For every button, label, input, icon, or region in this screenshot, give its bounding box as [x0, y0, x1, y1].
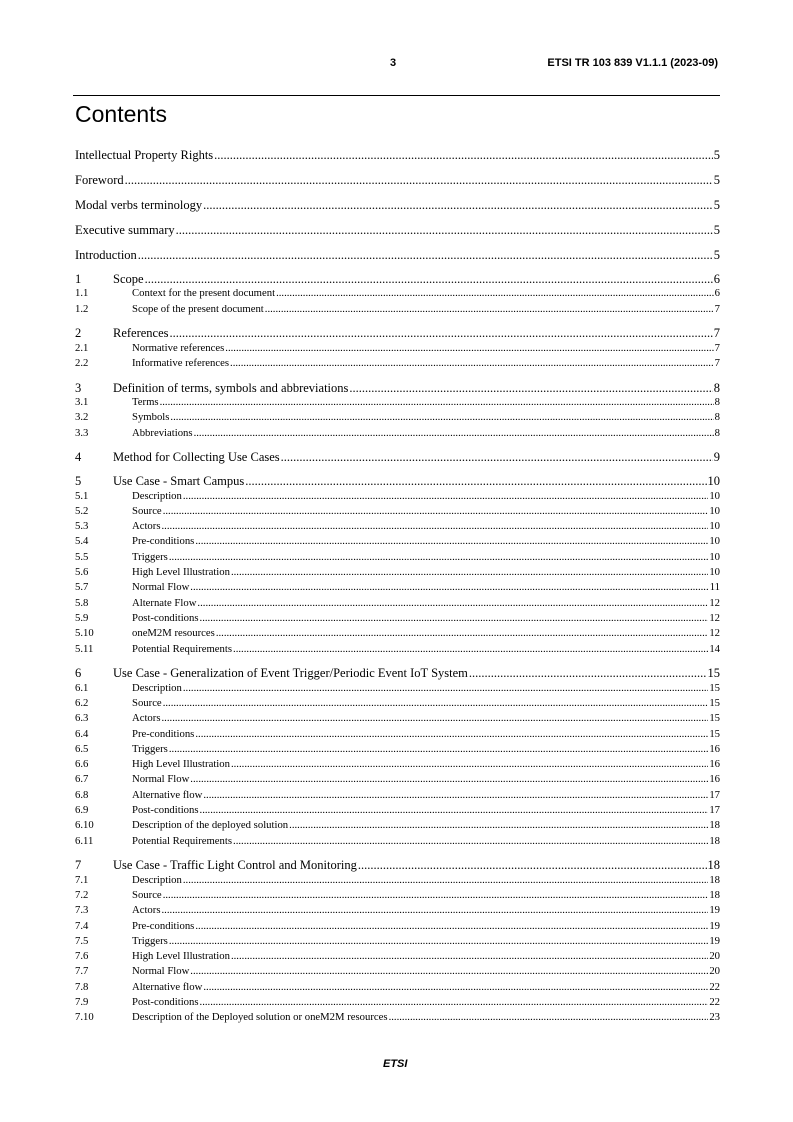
toc-entry-number: 3.1 [75, 396, 89, 409]
toc-leader-dots [195, 535, 708, 547]
toc-leader-dots [162, 712, 709, 724]
toc-entry-page: 10 [709, 566, 720, 579]
toc-entry-number: 6.11 [75, 834, 94, 847]
toc-entry[interactable] [75, 342, 720, 357]
toc-entry-title[interactable]: Actors [132, 520, 161, 533]
toc-entry[interactable] [75, 789, 720, 804]
toc-entry[interactable] [75, 381, 720, 397]
toc-entry-page: 8 [714, 411, 720, 424]
toc-leader-dots [190, 581, 708, 593]
toc-leader-dots [216, 627, 709, 639]
toc-entry[interactable] [75, 996, 720, 1011]
toc-entry-number: 2.2 [75, 356, 89, 369]
toc-entry[interactable] [75, 965, 720, 980]
toc-entry-page: 16 [709, 773, 720, 786]
toc-leader-dots [276, 287, 714, 299]
toc-entry-number: 7 [75, 858, 82, 873]
toc-leader-dots [163, 697, 709, 709]
toc-entry-number: 6.6 [75, 758, 89, 771]
toc-leader-dots [231, 758, 708, 770]
toc-entry-title[interactable]: Scope [113, 271, 144, 286]
toc-leader-dots [162, 904, 709, 916]
toc-entry-number: 3.3 [75, 426, 89, 439]
toc-entry-number: 5.6 [75, 566, 89, 579]
toc-entry[interactable] [75, 272, 720, 288]
document-reference: ETSI TR 103 839 V1.1.1 (2023-09) [547, 57, 718, 69]
toc-entry-title[interactable]: Description [132, 873, 182, 886]
toc-entry-page: 15 [709, 727, 720, 740]
toc-entry-page: 8 [714, 426, 720, 439]
toc-leader-dots [265, 303, 714, 315]
toc-entry-number: 1 [75, 271, 82, 286]
toc-leader-dots [245, 474, 706, 489]
toc-entry-title[interactable]: High Level Illustration [132, 950, 230, 963]
toc-entry-title[interactable]: Normal Flow [132, 965, 190, 978]
toc-leader-dots [230, 357, 714, 369]
toc-entry-page: 10 [709, 520, 720, 533]
toc-entry[interactable] [75, 743, 720, 758]
toc-leader-dots [163, 889, 709, 901]
toc-leader-dots [203, 981, 708, 993]
toc-entry-title[interactable]: Alternative flow [132, 980, 203, 993]
toc-entry-title[interactable]: Pre-conditions [132, 535, 195, 548]
toc-entry[interactable] [75, 223, 720, 239]
toc-entry-number: 7.10 [75, 1011, 94, 1024]
toc-entry-page: 18 [709, 834, 720, 847]
toc-entry-number: 6.7 [75, 773, 89, 786]
toc-entry-page: 16 [709, 758, 720, 771]
toc-entry-page: 16 [709, 742, 720, 755]
toc-entry-page: 20 [709, 965, 720, 978]
toc-leader-dots [195, 728, 708, 740]
toc-entry-title[interactable]: Use Case - Generalization of Event Trigger/Periodic Event IoT System [113, 666, 468, 681]
toc-entry-page: 14 [709, 642, 720, 655]
toc-entry-number: 5.7 [75, 581, 89, 594]
toc-entry-number: 7.7 [75, 965, 89, 978]
toc-entry-page: 12 [709, 596, 720, 609]
toc-entry-number: 6.10 [75, 819, 94, 832]
toc-entry[interactable] [75, 858, 720, 874]
toc-leader-dots [231, 566, 708, 578]
toc-entry-title[interactable]: Introduction [75, 248, 137, 262]
toc-entry[interactable] [75, 920, 720, 935]
toc-entry-number: 5.2 [75, 504, 89, 517]
toc-entry[interactable] [75, 950, 720, 965]
toc-entry-page: 5 [713, 148, 720, 162]
toc-entry-title[interactable]: Potential Requirements [132, 834, 233, 847]
toc-leader-dots [358, 858, 707, 873]
toc-entry-number: 6.2 [75, 696, 89, 709]
toc-entry[interactable] [75, 889, 720, 904]
toc-entry-page: 10 [709, 535, 720, 548]
toc-entry[interactable] [75, 505, 720, 520]
footer-etsi: ETSI [383, 1058, 408, 1070]
toc-entry-title[interactable]: Abbreviations [132, 426, 193, 439]
toc-entry-title[interactable]: Triggers [132, 742, 168, 755]
toc-entry[interactable] [75, 935, 720, 950]
toc-entry-page: 19 [709, 934, 720, 947]
toc-entry[interactable] [75, 819, 720, 834]
toc-entry-page: 18 [709, 888, 720, 901]
toc-entry[interactable] [75, 287, 720, 302]
toc-entry-title[interactable]: Scope of the present document [132, 302, 264, 315]
toc-entry-number: 2 [75, 326, 82, 341]
toc-entry[interactable] [75, 773, 720, 788]
toc-entry-title[interactable]: Source [132, 888, 162, 901]
toc-leader-dots [200, 996, 709, 1008]
toc-entry-number: 1.2 [75, 302, 89, 315]
toc-entry[interactable] [75, 682, 720, 697]
toc-entry-title[interactable]: Method for Collecting Use Cases [113, 450, 280, 465]
toc-entry-page: 12 [709, 627, 720, 640]
toc-entry[interactable] [75, 874, 720, 889]
toc-entry[interactable] [75, 396, 720, 411]
toc-leader-dots [145, 272, 713, 287]
toc-entry-page: 23 [709, 1011, 720, 1024]
toc-entry-number: 7.4 [75, 919, 89, 932]
toc-entry[interactable] [75, 303, 720, 318]
toc-entry-number: 3 [75, 380, 82, 395]
toc-entry-title[interactable]: Alternate Flow [132, 596, 197, 609]
toc-entry-page: 10 [709, 504, 720, 517]
toc-leader-dots [200, 804, 709, 816]
toc-entry-page: 6 [713, 271, 720, 286]
toc-leader-dots [194, 427, 714, 439]
toc-entry-number: 7.6 [75, 950, 89, 963]
toc-entry[interactable] [75, 581, 720, 596]
toc-entry[interactable] [75, 804, 720, 819]
toc-entry-title[interactable]: Source [132, 504, 162, 517]
toc-entry-page: 11 [709, 581, 720, 594]
toc-entry-title[interactable]: Actors [132, 712, 161, 725]
toc-leader-dots [349, 381, 712, 396]
toc-entry-title[interactable]: Normal Flow [132, 773, 190, 786]
table-of-contents [75, 148, 720, 1027]
toc-leader-dots [203, 789, 708, 801]
toc-entry[interactable] [75, 535, 720, 550]
toc-entry-title[interactable]: Potential Requirements [132, 642, 233, 655]
page-number: 3 [390, 57, 397, 69]
toc-entry-page: 8 [713, 380, 720, 395]
toc-entry-number: 7.8 [75, 980, 89, 993]
toc-entry-page: 15 [709, 712, 720, 725]
toc-entry-title[interactable]: Normative references [132, 341, 225, 354]
toc-entry-title[interactable]: Foreword [75, 173, 124, 187]
toc-entry-title[interactable]: Pre-conditions [132, 727, 195, 740]
toc-entry-title[interactable]: Use Case - Traffic Light Control and Monitoring [113, 858, 357, 873]
toc-leader-dots [289, 819, 708, 831]
toc-leader-dots [231, 950, 708, 962]
toc-entry[interactable] [75, 835, 720, 850]
toc-entry[interactable] [75, 612, 720, 627]
toc-entry[interactable] [75, 904, 720, 919]
toc-entry[interactable] [75, 198, 720, 214]
toc-entry-title[interactable]: Modal verbs terminology [75, 198, 203, 212]
toc-entry-page: 15 [709, 681, 720, 694]
toc-entry-title[interactable]: Intellectual Property Rights [75, 148, 214, 162]
toc-entry-page: 8 [714, 396, 720, 409]
toc-entry-number: 2.1 [75, 341, 89, 354]
toc-leader-dots [197, 597, 708, 609]
toc-entry[interactable] [75, 712, 720, 727]
toc-entry-number: 7.5 [75, 934, 89, 947]
toc-entry-number: 5.11 [75, 642, 94, 655]
toc-entry-number: 6.1 [75, 681, 89, 694]
toc-entry-number: 5.8 [75, 596, 89, 609]
toc-entry-number: 5.5 [75, 550, 89, 563]
header-divider [73, 95, 720, 96]
toc-entry-number: 3.2 [75, 411, 89, 424]
toc-leader-dots [169, 551, 708, 563]
toc-entry-title[interactable]: Description [132, 681, 182, 694]
toc-entry-page: 10 [707, 474, 720, 489]
toc-entry-title[interactable]: Terms [132, 396, 159, 409]
toc-entry[interactable] [75, 148, 720, 164]
toc-entry-title[interactable]: Normal Flow [132, 581, 190, 594]
toc-entry-title[interactable]: Symbols [132, 411, 170, 424]
toc-entry-page: 7 [714, 341, 720, 354]
toc-entry-title[interactable]: Alternative flow [132, 788, 203, 801]
toc-entry-page: 19 [709, 919, 720, 932]
toc-entry[interactable] [75, 981, 720, 996]
toc-entry-page: 18 [709, 819, 720, 832]
toc-entry-title[interactable]: Description of the Deployed solution or oneM2M resources [132, 1011, 388, 1024]
toc-entry-title[interactable]: Post-conditions [132, 804, 199, 816]
toc-entry-page: 19 [709, 904, 720, 917]
toc-entry[interactable] [75, 474, 720, 490]
toc-entry-page: 17 [709, 788, 720, 801]
toc-entry-title[interactable]: oneM2M resources [132, 627, 215, 640]
toc-leader-dots [183, 682, 708, 694]
toc-entry-title[interactable]: Triggers [132, 550, 168, 563]
toc-leader-dots [125, 173, 713, 188]
toc-leader-dots [170, 326, 713, 341]
toc-leader-dots [200, 612, 709, 624]
toc-entry-page: 22 [709, 980, 720, 993]
toc-leader-dots [225, 342, 713, 354]
toc-entry[interactable] [75, 697, 720, 712]
toc-entry[interactable] [75, 490, 720, 505]
toc-entry-title[interactable]: Description [132, 489, 182, 502]
toc-entry-title[interactable]: Executive summary [75, 223, 175, 237]
toc-entry[interactable] [75, 357, 720, 372]
toc-entry-title[interactable]: Actors [132, 904, 161, 917]
toc-leader-dots [160, 396, 714, 408]
toc-leader-dots [233, 643, 708, 655]
toc-entry-number: 4 [75, 450, 82, 465]
toc-entry-page: 5 [713, 198, 720, 212]
toc-leader-dots [190, 773, 708, 785]
toc-leader-dots [169, 935, 708, 947]
toc-entry-title[interactable]: Triggers [132, 934, 168, 947]
toc-entry-page: 7 [714, 356, 720, 369]
toc-entry[interactable] [75, 1011, 720, 1026]
toc-entry[interactable] [75, 758, 720, 773]
toc-entry-title[interactable]: Description of the deployed solution [132, 819, 289, 832]
toc-entry[interactable] [75, 666, 720, 682]
toc-entry-number: 5.10 [75, 627, 94, 640]
toc-leader-dots [214, 148, 713, 163]
toc-entry[interactable] [75, 427, 720, 442]
toc-entry-number: 6 [75, 666, 82, 681]
toc-leader-dots [281, 450, 713, 465]
toc-entry-number: 6.8 [75, 788, 89, 801]
toc-entry-number: 7.3 [75, 904, 89, 917]
toc-leader-dots [183, 874, 708, 886]
toc-entry[interactable] [75, 627, 720, 642]
toc-entry-page: 15 [709, 696, 720, 709]
toc-entry-page: 5 [713, 248, 720, 262]
page-title: Contents [75, 101, 168, 127]
toc-entry-title[interactable]: Post-conditions [132, 996, 199, 1009]
toc-entry[interactable] [75, 643, 720, 658]
toc-leader-dots [162, 520, 709, 532]
toc-entry-page: 17 [709, 804, 720, 816]
toc-entry-page: 22 [709, 996, 720, 1009]
toc-leader-dots [190, 965, 708, 977]
toc-entry-title[interactable]: High Level Illustration [132, 758, 230, 771]
toc-entry-number: 5 [75, 474, 82, 489]
toc-entry-page: 18 [707, 858, 720, 873]
toc-entry-page: 9 [713, 450, 720, 465]
toc-entry[interactable] [75, 326, 720, 342]
toc-entry-title[interactable]: Context for the present document [132, 287, 276, 300]
toc-entry[interactable] [75, 411, 720, 426]
toc-leader-dots [138, 248, 713, 263]
toc-entry[interactable] [75, 450, 720, 466]
toc-entry-title[interactable]: Use Case - Smart Campus [113, 474, 245, 489]
toc-leader-dots [176, 223, 713, 238]
toc-entry-number: 5.9 [75, 611, 89, 624]
toc-entry-title[interactable]: Pre-conditions [132, 919, 195, 932]
toc-entry-title[interactable]: Informative references [132, 356, 230, 369]
toc-entry[interactable] [75, 728, 720, 743]
toc-entry-title[interactable]: Source [132, 696, 162, 709]
toc-entry-number: 5.4 [75, 535, 89, 548]
toc-entry[interactable] [75, 597, 720, 612]
toc-entry-page: 6 [714, 287, 720, 300]
toc-entry-number: 6.5 [75, 742, 89, 755]
toc-entry-page: 20 [709, 950, 720, 963]
toc-entry-page: 7 [713, 326, 720, 341]
toc-entry-title[interactable]: Definition of terms, symbols and abbreviations [113, 380, 349, 395]
toc-leader-dots [233, 835, 708, 847]
toc-leader-dots [170, 411, 713, 423]
toc-entry-page: 15 [707, 666, 720, 681]
toc-entry[interactable] [75, 248, 720, 264]
toc-entry-page: 5 [713, 223, 720, 237]
toc-leader-dots [169, 743, 708, 755]
toc-entry-page: 7 [714, 302, 720, 315]
toc-leader-dots [469, 666, 707, 681]
toc-entry-number: 6.9 [75, 804, 89, 816]
toc-leader-dots [183, 490, 708, 502]
toc-entry-number: 6.3 [75, 712, 89, 725]
toc-entry-number: 7.9 [75, 996, 89, 1009]
toc-entry-number: 5.1 [75, 489, 89, 502]
toc-entry-page: 18 [709, 873, 720, 886]
toc-entry[interactable] [75, 566, 720, 581]
toc-entry-title[interactable]: High Level Illustration [132, 566, 230, 579]
toc-entry-number: 1.1 [75, 287, 89, 300]
toc-leader-dots [389, 1011, 709, 1023]
toc-entry-title[interactable]: Post-conditions [132, 611, 199, 624]
toc-entry-page: 10 [709, 550, 720, 563]
toc-leader-dots [195, 920, 708, 932]
toc-entry-page: 12 [709, 611, 720, 624]
toc-entry-number: 7.2 [75, 888, 89, 901]
toc-leader-dots [203, 198, 713, 213]
toc-entry-title[interactable]: References [113, 326, 169, 341]
toc-entry-number: 5.3 [75, 520, 89, 533]
toc-entry-page: 10 [709, 489, 720, 502]
toc-entry-number: 6.4 [75, 727, 89, 740]
toc-entry[interactable] [75, 520, 720, 535]
toc-entry-page: 5 [713, 173, 720, 187]
toc-leader-dots [163, 505, 709, 517]
toc-entry[interactable] [75, 551, 720, 566]
toc-entry-number: 7.1 [75, 873, 89, 886]
toc-entry[interactable] [75, 173, 720, 189]
